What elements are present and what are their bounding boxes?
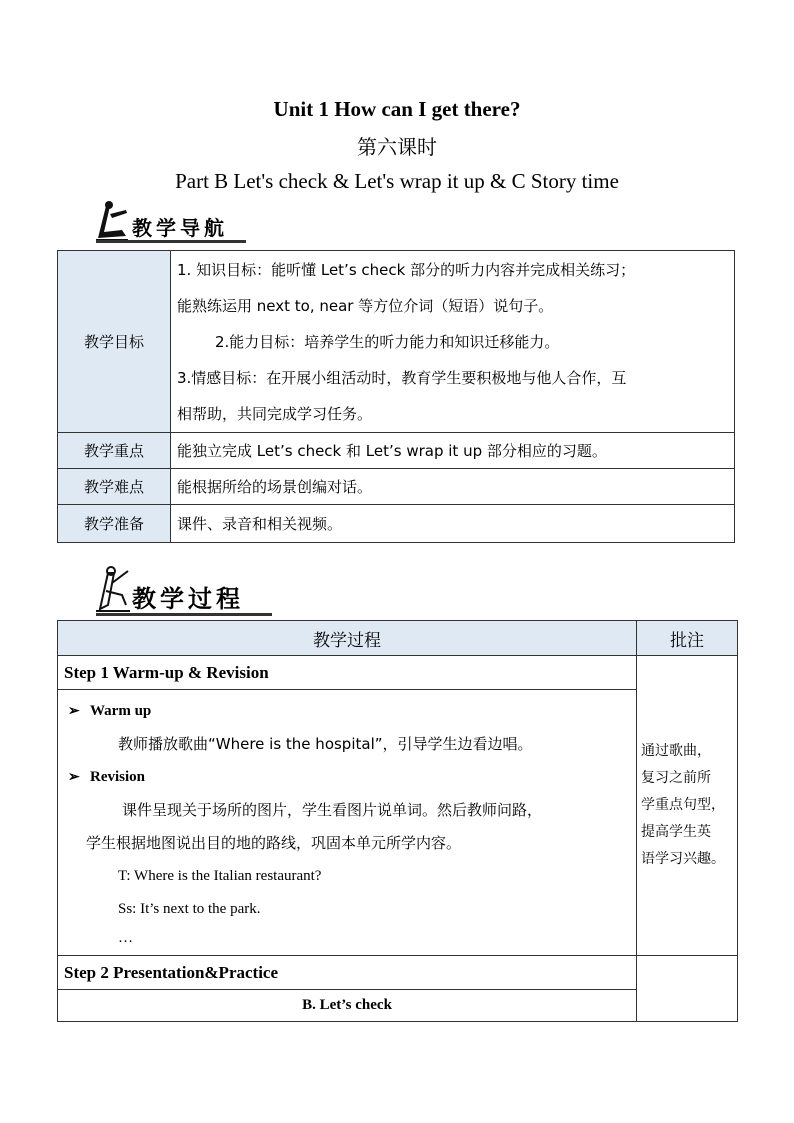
arrow-bullet-icon: ➢ [68,770,80,785]
row-label: 教学目标 [58,251,171,433]
revision-line: 课件呈现关于场所的图片，学生看图片说单词。然后教师问路， [122,801,543,819]
table-row [58,505,735,543]
row-content: 能根据所给的场景创编对话。 [171,469,735,505]
part-title: Part B Let's check & Let's wrap it up & C Story time [175,169,619,193]
row-label: 教学重点 [58,433,171,469]
sub-title: B. Let’s check [58,990,637,1022]
guide-banner-text: 教学导航 [132,216,228,240]
process-table [57,620,738,1022]
table-row [58,469,735,505]
step2-title: Step 2 Presentation&Practice [58,956,637,990]
note-cell [637,656,738,956]
person-pointing-icon [92,200,132,242]
objectives-table [57,250,735,543]
ellipsis: … [118,930,133,946]
warmup-text: 教师播放歌曲“Where is the hospital”，引导学生边看边唱。 [118,735,533,753]
row-content: 课件、录音和相关视频。 [171,505,735,543]
process-banner-text: 教学过程 [132,585,244,613]
arrow-bullet-icon: ➢ [68,704,80,719]
process-banner [92,565,282,613]
note-line: 学重点句型， [641,797,725,813]
content-line: 能熟练运用 next to, near 等方位介词（短语）说句子。 [177,296,554,315]
banner-underline [96,240,246,243]
header-process: 教学过程 [58,621,637,656]
step1-content [58,690,637,956]
warmup-label: Warm up [90,703,152,719]
unit-title: Unit 1 How can I get there? [273,97,521,121]
note-line: 复习之前所 [641,770,711,786]
header-notes: 批注 [637,621,738,656]
content-line: 3.情感目标：在开展小组活动时，教育学生要积极地与他人合作，互 [177,368,627,387]
warmup-heading [64,695,630,728]
revision-label: Revision [90,769,146,785]
table-header-row [58,621,738,656]
revision-line: 学生根据地图说出目的地的路线，巩固本单元所学内容。 [86,834,462,852]
row-content [171,251,735,433]
step1-title: Step 1 Warm-up & Revision [58,656,637,690]
row-content: 能独立完成 Let’s check 和 Let’s wrap it up 部分相应的习题。 [171,433,735,469]
content-line: 相帮助，共同完成学习任务。 [177,404,373,423]
table-row [58,990,738,1022]
guide-banner [92,200,252,248]
revision-heading [64,761,630,794]
note-line: 语学习兴趣。 [641,851,725,867]
content-line: 1. 知识目标：能听懂 Let’s check 部分的听力内容并完成相关练习； [177,260,636,279]
note-line: 通过歌曲， [641,743,711,759]
table-row [58,656,738,690]
dialog-line: T: Where is the Italian restaurant? [118,868,322,884]
table-row [58,956,738,990]
content-line: 2.能力目标：培养学生的听力能力和知识迁移能力。 [215,332,560,351]
table-row [58,690,738,956]
note-line: 提高学生英 [641,824,711,840]
row-label: 教学难点 [58,469,171,505]
note-cell-empty [637,956,738,1022]
row-label: 教学准备 [58,505,171,543]
dialog-line: Ss: It’s next to the park. [118,901,261,917]
table-row [58,433,735,469]
table-row [58,251,735,433]
pencil-person-icon [92,565,134,615]
banner-underline [96,613,272,616]
lesson-number: 第六课时 [357,135,437,159]
